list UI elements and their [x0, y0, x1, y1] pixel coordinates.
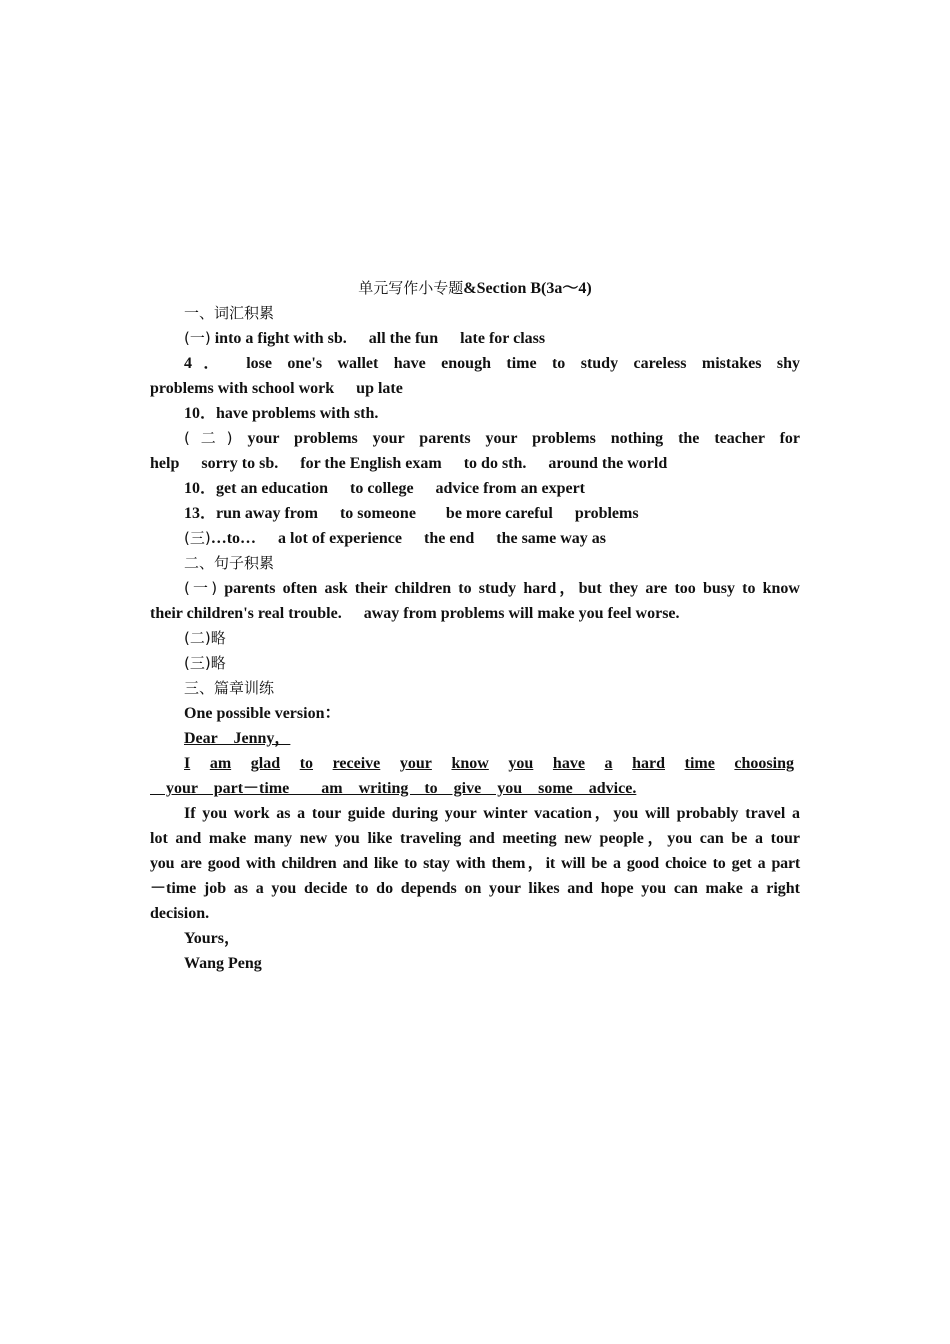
essay-word: have: [552, 755, 585, 772]
essay-word: know: [451, 755, 489, 772]
essay-word: you: [508, 755, 534, 772]
essay-word: glad: [250, 755, 281, 772]
document-title: [150, 276, 800, 301]
sentence-line-3: (二)略: [184, 629, 226, 647]
essay-word: to: [299, 755, 314, 772]
essay-word: your: [399, 755, 432, 772]
document-page: [150, 276, 800, 976]
vocab-line-7: 10．get an education to college advice from an expert: [184, 480, 585, 497]
essay-word: hard: [632, 755, 666, 772]
essay-underlined-line-2: your part－time am writing to give you some advice.: [150, 780, 637, 797]
vocab-line-3: problems with school work up late: [150, 380, 403, 397]
essay-word: time: [684, 755, 715, 772]
essay-word: am: [209, 755, 232, 772]
sentence-line-4: (三)略: [184, 654, 226, 672]
essay-paragraph-line-3: you are good with children and like to stay with them，it will be a good choice to get a part: [150, 855, 800, 872]
title-cn: 单元写作小专题: [358, 279, 464, 297]
essay-word: receive: [332, 755, 381, 772]
vocab-line-6: help sorry to sb. for the English exam to do sth. around the world: [150, 455, 668, 472]
vocab-line-1: (一) into a fight with sb. all the fun late for class: [184, 329, 546, 347]
sentence-line-1: (一) parents often ask their children to study hard，but they are too busy to know: [184, 579, 800, 597]
section-heading-sentences: 二、句子积累: [184, 554, 275, 572]
vocab-line-4: 10．have problems with sth.: [184, 405, 379, 422]
vocab-line-9: (三)…to… a lot of experience the end the same way as: [184, 529, 606, 547]
essay-paragraph-line-2: lot and make many new you like traveling and meeting new people，you can be a tour: [150, 830, 801, 847]
vocab-line-2: 4． lose one's wallet have enough time to study careless mistakes shy: [184, 355, 800, 372]
essay-word: a: [604, 755, 613, 772]
essay-closing: Yours，: [184, 930, 241, 947]
vocab-line-8: 13．run away from to someone be more careful problems: [184, 505, 639, 522]
essay-word: choosing: [734, 755, 794, 772]
essay-word: I: [184, 755, 191, 772]
sentence-line-2: their children's real trouble. away from problems will make you feel worse.: [150, 605, 680, 622]
essay-signature: Wang Peng: [184, 955, 262, 972]
section-heading-vocab: 一、词汇积累: [184, 304, 275, 322]
essay-paragraph-line-5: decision.: [150, 905, 210, 922]
vocab-line-5: (二) your problems your parents your problems nothing the teacher for: [184, 429, 800, 447]
essay-salutation: Dear Jenny，: [184, 730, 291, 747]
essay-paragraph-line-1: If you work as a tour guide during your winter vacation，you will probably travel a: [184, 805, 800, 822]
essay-paragraph-line-4: －time job as a you decide to do depends on your likes and hope you can make a right: [150, 880, 800, 897]
essay-intro: One possible version：: [184, 705, 341, 722]
essay-underlined-line-1: [150, 751, 794, 776]
title-en: &Section B(3a～4): [463, 280, 592, 297]
section-heading-essay: 三、篇章训练: [184, 679, 275, 697]
